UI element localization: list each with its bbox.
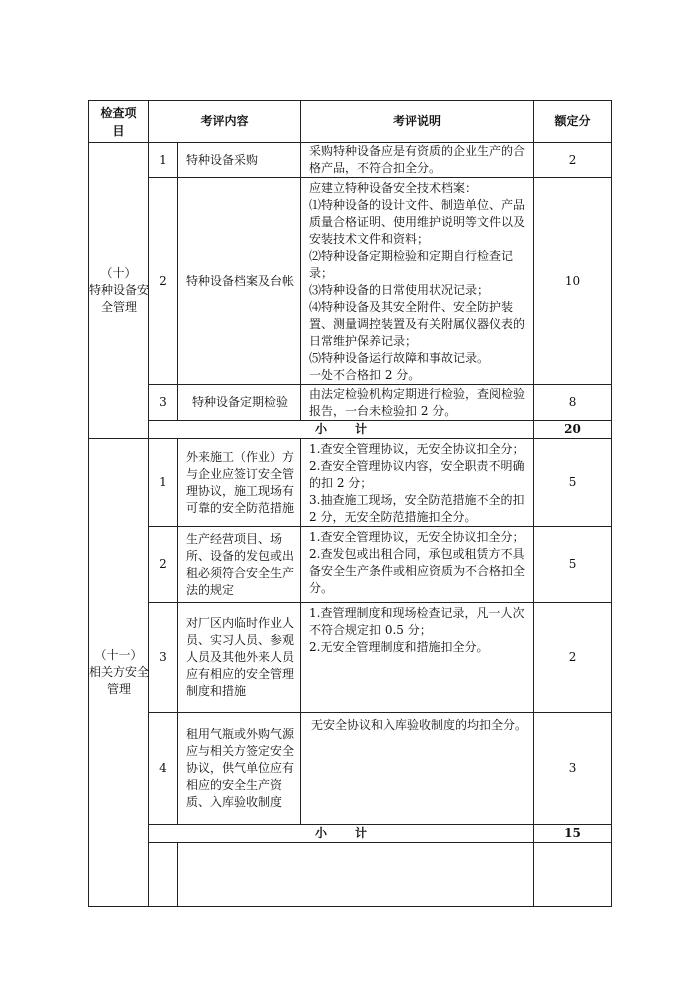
row-description: 由法定检验机构定期进行检验，查阅检验报告，一台未检验扣 2 分。 [301,385,534,421]
empty-cell [178,843,534,907]
row-content: 对厂区内临时作业人员、实习人员、参观人员及其他外来人员应有相应的安全管理制度和措施 [178,603,301,713]
row-number: 3 [149,603,178,713]
header-row [89,101,612,143]
table-row [89,143,612,178]
row-content: 特种设备档案及台帐 [178,178,301,385]
header-category: 检查项目 [89,101,149,143]
subtotal-value: 20 [534,421,612,439]
row-score: 2 [534,143,612,178]
row-content: 外来施工（作业）方与企业应签订安全管理协议，施工现场有可靠的安全防范措施 [178,439,301,527]
row-description: 采购特种设备应是有资质的企业生产的合格产品，不符合扣全分。 [301,143,534,178]
header-content: 考评内容 [149,101,301,143]
section10-title: （十） 特种设备安全管理 [89,143,149,439]
row-description: 1.查管理制度和现场检查记录，凡一人次不符合规定扣 0.5 分； 2.无安全管理制度和措施扣全分。 [301,603,534,713]
header-description: 考评说明 [301,101,534,143]
row-score: 3 [534,713,612,825]
row-description: 1.查安全管理协议，无安全协议扣全分； 2.查发包或出租合同，承包或租赁方不具备安全生产条件或相应资质为不合格扣全分。 [301,527,534,603]
row-score: 5 [534,527,612,603]
table-row [89,178,612,385]
row-description: 1.查安全管理协议，无安全协议扣全分； 2.查安全管理协议内容，安全职责不明确的扣 2 分； 3.抽查施工现场，安全防范措施不全的扣 2 分，无安全防范措施扣全分。 [301,439,534,527]
empty-cell [149,843,178,907]
subtotal-label: 小 计 [149,421,534,439]
row-content: 生产经营项目、场所、设备的发包或出租必须符合安全生产法的规定 [178,527,301,603]
row-number: 1 [149,143,178,178]
header-score: 额定分 [534,101,612,143]
row-number: 2 [149,527,178,603]
row-number: 1 [149,439,178,527]
row-number: 4 [149,713,178,825]
empty-cell [534,843,612,907]
table-row [89,713,612,825]
table-row [89,603,612,713]
row-score: 5 [534,439,612,527]
subtotal-row [89,421,612,439]
scoring-table [88,100,612,907]
table-row [89,385,612,421]
subtotal-row [89,825,612,843]
row-score: 8 [534,385,612,421]
row-description: 应建立特种设备安全技术档案： ⑴特种设备的设计文件、制造单位、产品质量合格证明、使用维护说明等文件以及安装技术文件和资料； ⑵特种设备定期检验和定期自行检查记录； ⑶特种设备的日常使用状况记录； ⑷特种设备及其安全附件、安全防护装置、测量调控装置及有关附属仪器仪表的日常维护保养记录； ⑸特种设备运行故障和事故记录。 一处不合格扣 2 分。 [301,178,534,385]
empty-row [89,843,612,907]
table-row [89,439,612,527]
row-content: 特种设备定期检验 [178,385,301,421]
row-content: 特种设备采购 [178,143,301,178]
row-description: 无安全协议和入库验收制度的均扣全分。 [301,713,534,825]
row-score: 10 [534,178,612,385]
subtotal-label: 小 计 [149,825,534,843]
row-score: 2 [534,603,612,713]
table-row [89,527,612,603]
section11-title: （十一） 相关方安全管理 [89,439,149,907]
row-number: 2 [149,178,178,385]
row-number: 3 [149,385,178,421]
row-content: 租用气瓶或外购气源应与相关方签定安全协议，供气单位应有相应的安全生产资质、入库验收制度 [178,713,301,825]
subtotal-value: 15 [534,825,612,843]
